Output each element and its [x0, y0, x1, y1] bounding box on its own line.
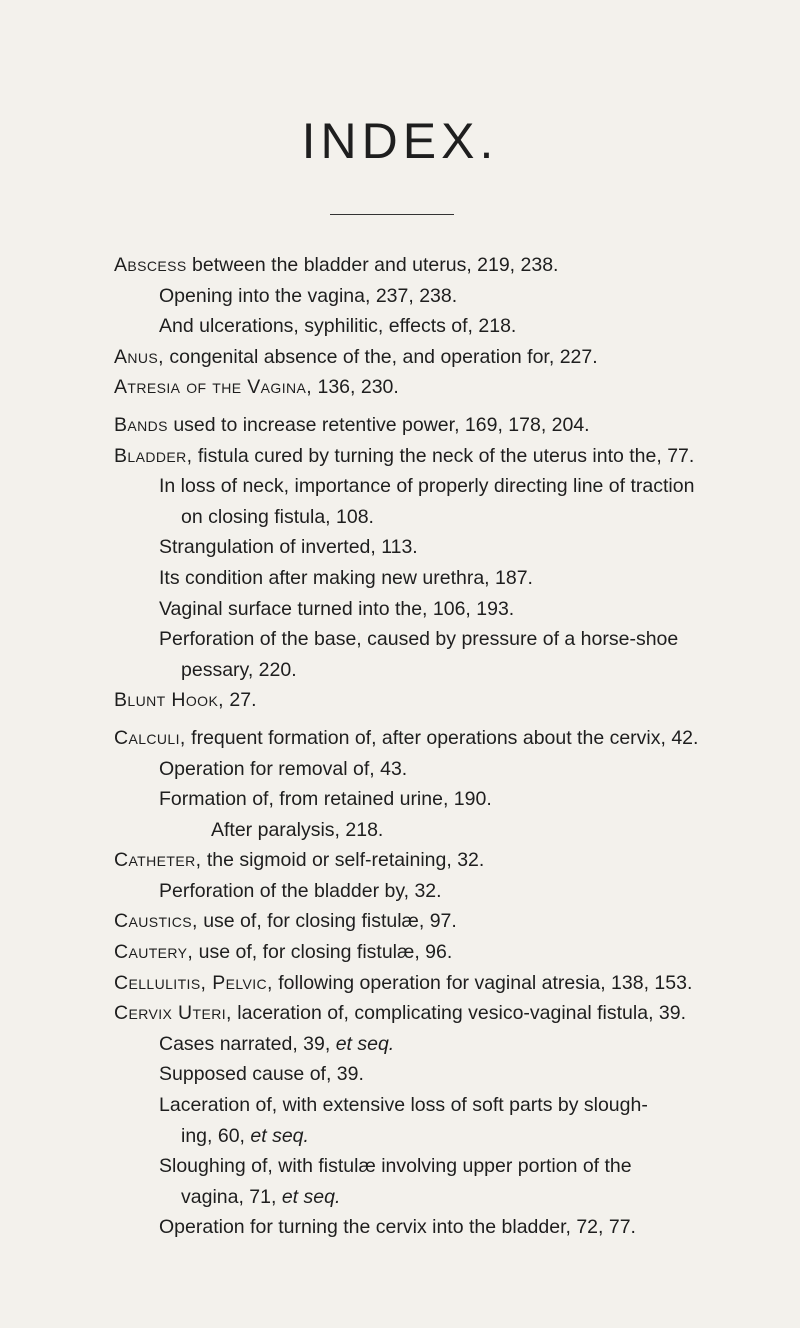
index-subsubentry	[114, 815, 734, 846]
index-subentry	[114, 1090, 734, 1151]
entry-text: used to increase retentive power, 169, 178, 204.	[167, 413, 590, 436]
index-subentry	[114, 1151, 734, 1212]
entry-text: Operation for turning the cervix into the bladder, 72, 77.	[159, 1216, 636, 1239]
entry-text: And ulcerations, syphilitic, effects of, 218.	[159, 315, 517, 338]
index-subentry	[114, 532, 734, 563]
entry-text: Laceration of, with extensive loss of soft parts by slough-	[159, 1094, 648, 1117]
index-subentry	[114, 471, 734, 532]
entry-text: Sloughing of, with fistulæ involving upper portion of the	[159, 1155, 632, 1178]
continuation-text: ing, 60,	[181, 1124, 251, 1147]
entry-heading: Caustics,	[114, 910, 198, 933]
entry-text: use of, for closing fistulæ, 96.	[193, 941, 453, 964]
entry-heading: Catheter,	[114, 849, 202, 872]
index-subentry	[114, 876, 734, 907]
entry-text: following operation for vaginal atresia, 138, 153.	[272, 971, 693, 994]
index-entry-blunt-hook	[114, 685, 734, 716]
index-entry-atresia	[114, 372, 734, 403]
entry-text: Cases narrated, 39,	[159, 1032, 336, 1055]
entry-continuation: on closing fistula, 108.	[181, 505, 374, 528]
entry-text: the sigmoid or self-retaining, 32.	[201, 849, 485, 872]
entry-text: After paralysis, 218.	[211, 818, 384, 841]
entry-text: Formation of, from retained urine, 190.	[159, 788, 492, 811]
entry-continuation: pessary, 220.	[181, 658, 297, 681]
entry-continuation	[159, 1121, 734, 1152]
entry-text: Strangulation of inverted, 113.	[159, 536, 418, 559]
entry-heading: Bands	[114, 413, 168, 436]
index-entry-catheter	[114, 845, 734, 876]
index-entry-caustics	[114, 906, 734, 937]
index-entry-abscess	[114, 250, 734, 281]
continuation-text: vagina, 71,	[181, 1185, 282, 1208]
entry-text: frequent formation of, after operations about the cervix, 42.	[185, 726, 699, 749]
index-subentry	[114, 1059, 734, 1090]
entry-continuation	[159, 1182, 734, 1213]
entry-text: Vaginal surface turned into the, 106, 193.	[159, 597, 515, 620]
entry-heading: Bladder,	[114, 444, 193, 467]
index-entry-anus	[114, 342, 734, 373]
entry-text: fistula cured by turning the neck of the uterus into the, 77.	[192, 444, 695, 467]
index-subentry	[114, 563, 734, 594]
entry-heading: Cellulitis, Pelvic,	[114, 971, 273, 994]
entry-text: Perforation of the base, caused by pressure of a horse-shoe	[159, 628, 679, 651]
page-title: INDEX.	[301, 113, 499, 169]
entry-text: 136, 230.	[312, 376, 399, 399]
entry-heading: Abscess	[114, 254, 187, 276]
index-subentry	[114, 311, 734, 342]
entry-italic: et seq.	[250, 1124, 309, 1147]
entry-text: Perforation of the bladder by, 32.	[159, 879, 442, 902]
entry-heading: Anus,	[114, 345, 164, 368]
entry-text: 27.	[224, 689, 257, 712]
entry-heading: Calculi,	[114, 726, 186, 749]
index-entry-bands	[114, 410, 734, 441]
index-entry-calculi	[114, 723, 734, 754]
entry-text: In loss of neck, importance of properly directing line of traction	[159, 475, 695, 498]
entry-text: Operation for removal of, 43.	[159, 757, 408, 780]
title-rule	[330, 214, 454, 215]
entry-heading: Blunt Hook,	[114, 689, 224, 712]
index-subentry	[114, 1212, 734, 1243]
entry-text: use of, for closing fistulæ, 97.	[197, 910, 457, 933]
entry-text: between the bladder and uterus, 219, 238.	[186, 254, 559, 276]
entry-text: laceration of, complicating vesico-vaginal fistula, 39.	[231, 1002, 687, 1025]
index-subentry	[114, 1029, 734, 1060]
index-subentry	[114, 281, 734, 312]
index-entry-cellulitis	[114, 968, 734, 999]
entry-italic: et seq.	[335, 1032, 395, 1055]
entry-heading: Atresia of the Vagina,	[114, 376, 313, 399]
entry-text: Its condition after making new urethra, 187.	[159, 566, 533, 589]
index-entry-cautery	[114, 937, 734, 968]
index-subentry	[114, 784, 734, 815]
entry-text: Opening into the vagina, 237, 238.	[159, 284, 458, 307]
index-subentry	[114, 594, 734, 625]
index-entry-bladder	[114, 441, 734, 472]
entry-italic: et seq.	[281, 1185, 341, 1208]
index-subentry	[114, 754, 734, 785]
entry-text: congenital absence of the, and operation for, 227.	[163, 345, 598, 368]
entry-text: Supposed cause of, 39.	[159, 1063, 364, 1086]
index-subentry	[114, 624, 734, 685]
index-list	[114, 250, 734, 1243]
index-entry-cervix-uteri	[114, 998, 734, 1029]
entry-heading: Cervix Uteri,	[114, 1002, 232, 1025]
entry-heading: Cautery,	[114, 941, 194, 964]
